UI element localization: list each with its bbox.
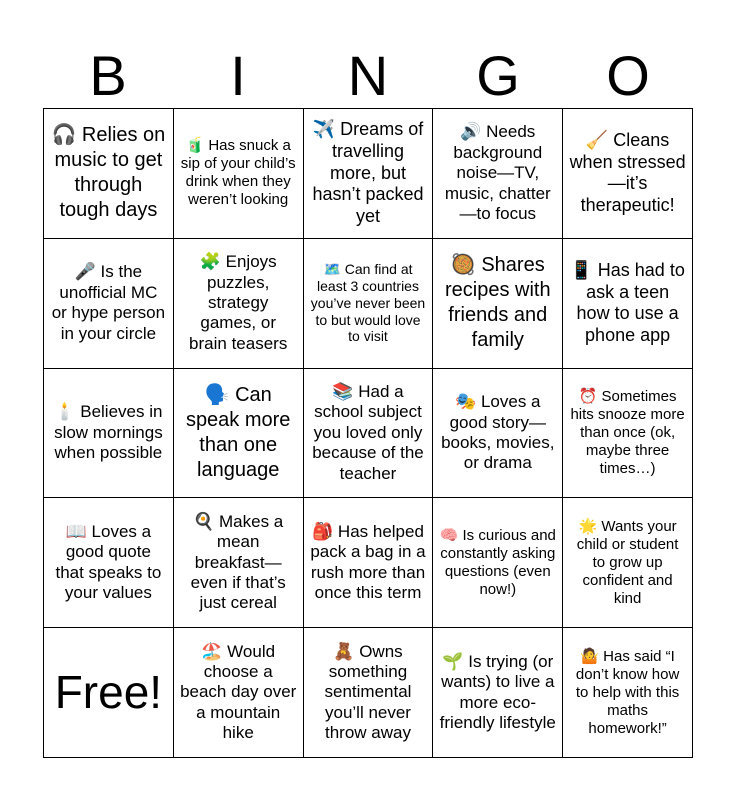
- bingo-cell[interactable]: [304, 628, 434, 758]
- header-letter-g: G: [476, 44, 520, 107]
- bingo-cell[interactable]: [563, 498, 693, 628]
- header-letter-n: N: [347, 44, 389, 107]
- bingo-cell[interactable]: [44, 498, 174, 628]
- cell-text: 🏖️ Would choose a beach day over a mountain hike: [180, 641, 297, 743]
- cell-text: 🧃 Has snuck a sip of your child’s drink when they weren’t looking: [180, 137, 296, 209]
- bingo-cell[interactable]: [44, 239, 174, 369]
- bingo-cell[interactable]: [433, 369, 563, 499]
- cell-text: 🧠 Is curious and constantly asking questions (even now!): [439, 526, 556, 598]
- bingo-cell[interactable]: [304, 239, 434, 369]
- cell-text: 🗺️ Can find at least 3 countries you’ve never been to but would love to visit: [310, 261, 426, 345]
- cell-text: 🔊 Needs background noise—TV, music, chatter—to focus: [444, 122, 551, 223]
- bingo-cell[interactable]: [433, 239, 563, 369]
- cell-text: 🕯️ Believes in slow mornings when possible: [54, 402, 163, 463]
- bingo-header: [43, 44, 693, 108]
- bingo-cell[interactable]: [174, 369, 304, 499]
- bingo-cell[interactable]: [433, 109, 563, 239]
- bingo-cell[interactable]: [563, 369, 693, 499]
- bingo-cell[interactable]: [174, 109, 304, 239]
- free-space[interactable]: [44, 628, 174, 758]
- cell-text: 🎤 Is the unofficial MC or hype person in your circle: [51, 262, 166, 343]
- cell-text: 🗣️ Can speak more than one language: [185, 383, 291, 481]
- cell-text: ✈️ Dreams of travelling more, but hasn’t packed yet: [312, 119, 424, 226]
- bingo-cell[interactable]: [174, 628, 304, 758]
- bingo-cell[interactable]: [433, 628, 563, 758]
- cell-text: 🧩 Enjoys puzzles, strategy games, or brain teasers: [189, 252, 288, 353]
- bingo-cell[interactable]: [174, 239, 304, 369]
- bingo-cell[interactable]: [563, 239, 693, 369]
- cell-text: 📖 Loves a good quote that speaks to your values: [55, 522, 162, 603]
- cell-text: 🤷 Has said “I don’t know how to help with this maths homework!”: [575, 647, 680, 737]
- cell-text: 🎭 Loves a good story—books, movies, or drama: [441, 392, 555, 473]
- header-letter-b: B: [89, 44, 127, 107]
- bingo-cell[interactable]: [433, 498, 563, 628]
- cell-text: 🍳 Makes a mean breakfast—even if that’s just cereal: [190, 511, 286, 613]
- bingo-grid: [43, 108, 693, 758]
- header-letter-i: I: [230, 44, 246, 107]
- header-letter-o: O: [606, 44, 650, 107]
- cell-text: 📱 Has had to ask a teen how to use a phone app: [570, 260, 685, 345]
- cell-text: 🌟 Wants your child or student to grow up confident and kind: [576, 517, 679, 607]
- cell-text: 🧹 Cleans when stressed—it’s therapeutic!: [569, 130, 686, 215]
- free-space-text: Free!: [54, 666, 163, 718]
- cell-text: 🎒 Has helped pack a bag in a rush more than once this term: [310, 522, 426, 603]
- cell-text: 🥘 Shares recipes with friends and family: [444, 254, 551, 352]
- bingo-cell[interactable]: [174, 498, 304, 628]
- bingo-cell[interactable]: [304, 369, 434, 499]
- cell-text: 🎧 Relies on music to get through tough days: [51, 124, 166, 222]
- bingo-cell[interactable]: [563, 628, 693, 758]
- bingo-cell[interactable]: [304, 498, 434, 628]
- cell-text: ⏰ Sometimes hits snooze more than once (ok, maybe three times…): [570, 387, 685, 477]
- bingo-cell[interactable]: [44, 369, 174, 499]
- bingo-cell[interactable]: [44, 109, 174, 239]
- cell-text: 🧸 Owns something sentimental you’ll never throw away: [324, 641, 412, 743]
- cell-text: 📚 Had a school subject you loved only because of the teacher: [312, 382, 424, 483]
- bingo-cell[interactable]: [563, 109, 693, 239]
- bingo-cell[interactable]: [304, 109, 434, 239]
- cell-text: 🌱 Is trying (or wants) to live a more eco-friendly lifestyle: [439, 651, 556, 732]
